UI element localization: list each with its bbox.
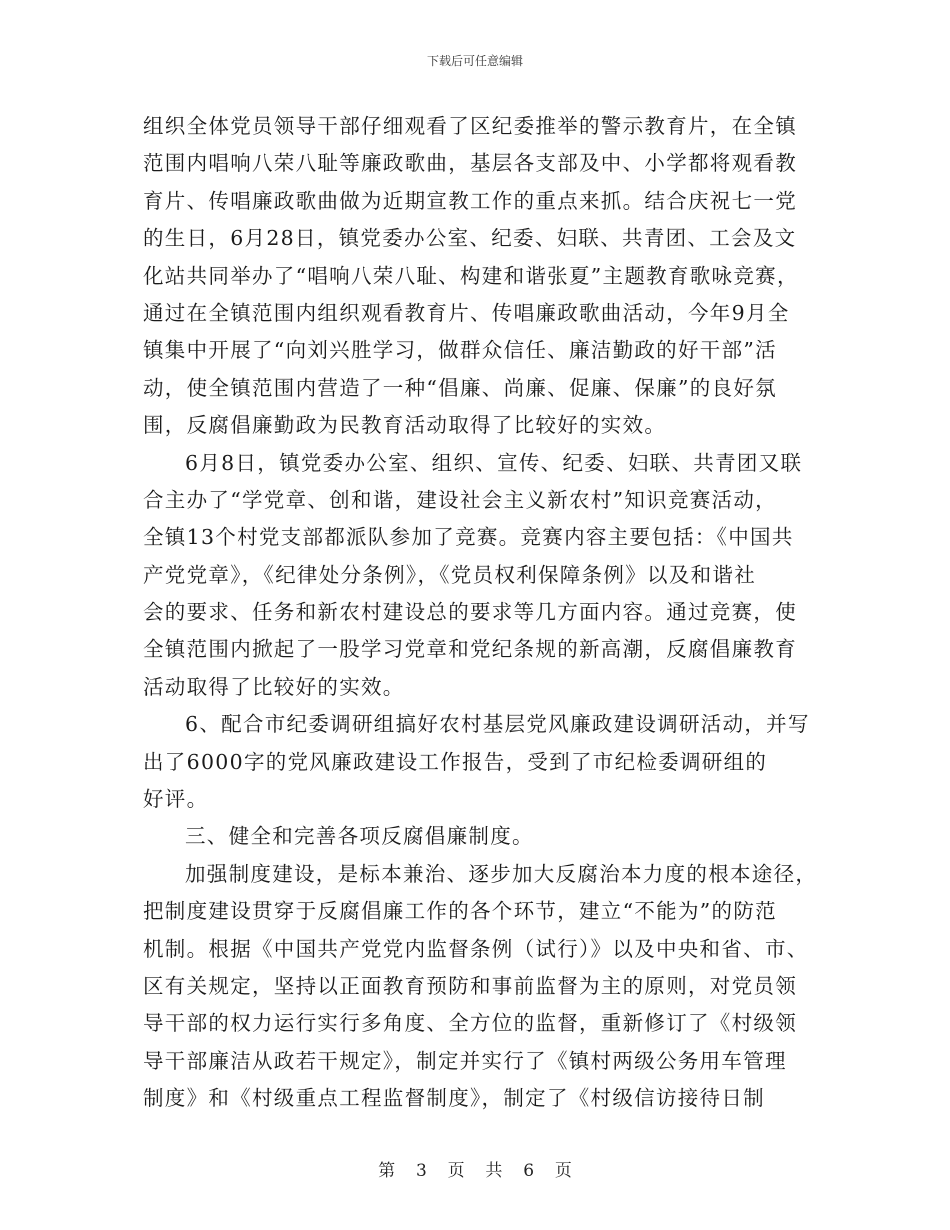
text-line: 6、配合市纪委调研组搞好农村基层党风廉政建设调研活动，并写 bbox=[185, 712, 810, 737]
text-line: 动，使全镇范围内营造了一种“倡廉、尚廉、促廉、保廉”的良好氛 bbox=[143, 375, 777, 400]
text-line: 育片、传唱廉政歌曲做为近期宣教工作的重点来抓。结合庆祝七一党 bbox=[143, 188, 797, 213]
text-line: 三、健全和完善各项反腐倡廉制度。 bbox=[185, 824, 534, 849]
page-label: 页 bbox=[447, 1161, 465, 1181]
text-line: 加强制度建设，是标本兼治、逐步加大反腐治本力度的根本途径， bbox=[185, 861, 818, 886]
text-line: 机制。根据《中国共产党党内监督条例（试行）》以及中央和省、市、 bbox=[143, 936, 809, 961]
text-line: 镇集中开展了“向刘兴胜学习，做群众信任、廉洁勤政的好干部”活 bbox=[143, 338, 777, 363]
text-line: 好评。 bbox=[143, 787, 209, 812]
text-line: 活动取得了比较好的实效。 bbox=[143, 674, 405, 699]
text-line: 合主办了“学党章、创和谐，建设社会主义新农村”知识竞赛活动， bbox=[143, 487, 777, 512]
text-line: 组织全体党员领导干部仔细观看了区纪委推举的警示教育片，在全镇 bbox=[143, 114, 797, 138]
total-pages: 6 bbox=[523, 1161, 535, 1181]
text-line: 出了6000字的党风廉政建设工作报告，受到了市纪检委调研组的 bbox=[143, 749, 768, 774]
text-line: 导干部的权力运行实行多角度、全方位的监督，重新修订了《村级领 bbox=[143, 1011, 797, 1036]
page-footer bbox=[0, 1156, 950, 1181]
page-number: 3 bbox=[415, 1161, 427, 1181]
text-line: 6月8日，镇党委办公室、组织、宣传、纪委、妇联、共青团又联 bbox=[185, 450, 803, 475]
text-line: 的生日，6月28日，镇党委办公室、纪委、妇联、共青团、工会及文 bbox=[143, 226, 797, 251]
text-line: 全镇13个村党支部都派队参加了竞赛。竞赛内容主要包括：《中国共 bbox=[143, 525, 794, 550]
text-line: 把制度建设贯穿于反腐倡廉工作的各个环节，建立“不能为”的防范 bbox=[143, 899, 777, 924]
text-line: 全镇范围内掀起了一股学习党章和党纪条规的新高潮，反腐倡廉教育 bbox=[143, 637, 797, 662]
text-line: 导干部廉洁从政若干规定》，制定并实行了《镇村两级公务用车管理 bbox=[143, 1048, 787, 1073]
total-prefix: 共 bbox=[485, 1161, 503, 1181]
text-line: 化站共同举办了“唱响八荣八耻、构建和谐张夏”主题教育歌咏竞赛， bbox=[143, 263, 799, 288]
page-prefix: 第 bbox=[378, 1161, 396, 1181]
text-line: 制度》和《村级重点工程监督制度》，制定了《村级信访接待日制 bbox=[143, 1086, 765, 1111]
document-body bbox=[143, 108, 818, 1118]
page-header: 下载后可任意编辑 bbox=[426, 54, 523, 68]
text-line: 产党党章》，《纪律处分条例》，《党员权利保障条例》以及和谐社 bbox=[143, 562, 756, 587]
text-line: 范围内唱响八荣八耻等廉政歌曲，基层各支部及中、小学都将观看教 bbox=[143, 151, 797, 176]
text-line: 区有关规定，坚持以正面教育预防和事前监督为主的原则，对党员领 bbox=[143, 973, 797, 998]
text-line: 围，反腐倡廉勤政为民教育活动取得了比较好的实效。 bbox=[143, 413, 667, 438]
text-line: 通过在全镇范围内组织观看教育片、传唱廉政歌曲活动，今年9月全 bbox=[143, 300, 790, 325]
total-suffix: 页 bbox=[554, 1161, 572, 1181]
text-line: 会的要求、任务和新农村建设总的要求等几方面内容。通过竞赛，使 bbox=[143, 600, 797, 625]
